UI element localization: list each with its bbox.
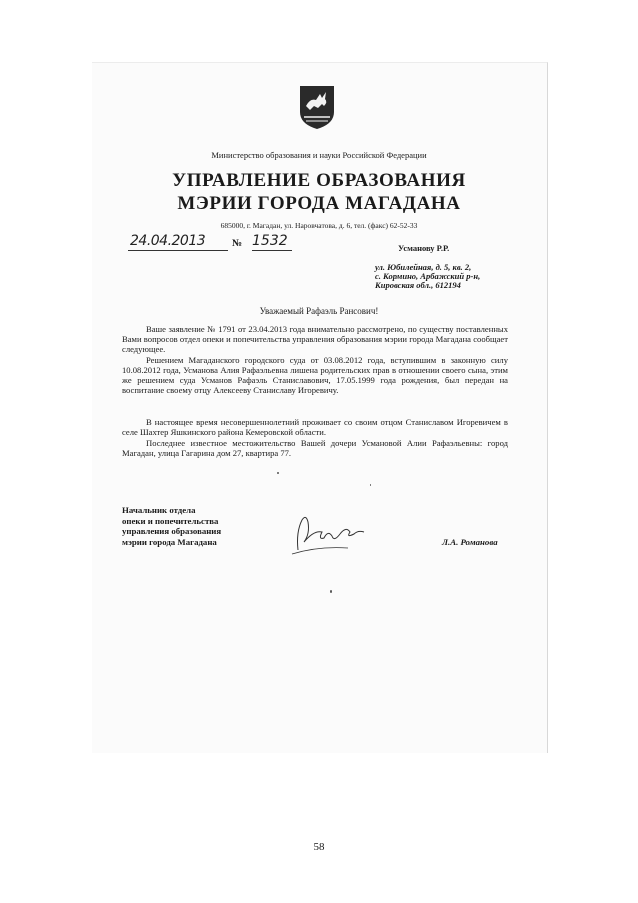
signer-position-line4: мэрии города Магадана (122, 536, 217, 547)
signer-position-line1: Начальник отдела (122, 505, 196, 515)
greeting: Уважаемый Рафаэль Рансович! (259, 306, 379, 316)
scan-speck (370, 484, 371, 486)
ministry-name: Министерство образования и науки Российской Федерации (211, 150, 427, 160)
recipient-address-line1: ул. Юбилейная, д. 5, кв. 2, (375, 262, 472, 272)
letterhead-title-line1: УПРАВЛЕНИЕ ОБРАЗОВАНИЯ (172, 170, 466, 191)
number-underline (252, 250, 292, 251)
scan-speck (330, 590, 332, 593)
handwritten-number: 1532 (252, 233, 288, 249)
date-underline (128, 250, 228, 251)
signer-position-line3: управления образования (122, 526, 222, 536)
number-label: № (232, 238, 243, 249)
body-paragraph-2: Решением Магаданского городского суда от 03.08.2012 года, вступившим в законную силу 10.08.2012 года, Усманова Алия Рафаэльевна лишена родительских прав в отношении своего сына, этим же решением суда Усманов Рафаэль Станиславович, 17.05.1999 года рождения, был передан на воспитание своему отцу Алексееву Станиславу Игоревичу. (122, 355, 508, 395)
signer-name: Л.А. Романова (442, 537, 498, 547)
recipient-address-line2: с. Кормино, Арбажский р-н, (375, 271, 481, 281)
signer-position-line2: опеки и попечительства (122, 515, 219, 526)
magadan-coat-of-arms-icon (298, 84, 336, 130)
scan-speck (277, 472, 279, 474)
signer-position (122, 505, 221, 547)
body-paragraph-4: Последнее известное местожительство Вашей дочери Усмановой Алии Рафаэльевны: город Магадан, улица Гагарина дом 27, квартира 77. (122, 438, 508, 458)
recipient-address-line3: Кировская обл., 612194 (375, 280, 461, 290)
handwritten-date: 24.04.2013 (130, 233, 206, 249)
letterhead-title-line2: МЭРИИ ГОРОДА МАГАДАНА (177, 193, 461, 214)
handwritten-signature (288, 512, 368, 558)
body-paragraph-1: Ваше заявление № 1791 от 23.04.2013 года внимательно рассмотрено, по существу поставленных Вами вопросов отдел опеки и попечительства управления образования мэрии города Магадана сообщает следующее. (122, 324, 508, 354)
recipient-name: Усманову Р.Р. (398, 243, 450, 253)
scanned-letter (92, 62, 548, 753)
letterhead-address: 685000, г. Магадан, ул. Наровчатова, д. 6, тел. (факс) 62-52-33 (220, 221, 418, 230)
body-paragraph-3: В настоящее время несовершеннолетний проживает со своим отцом Станиславом Игоревичем в селе Шахтер Яшкинского района Кемеровской области. (122, 417, 508, 437)
page-number: 58 (313, 841, 325, 853)
